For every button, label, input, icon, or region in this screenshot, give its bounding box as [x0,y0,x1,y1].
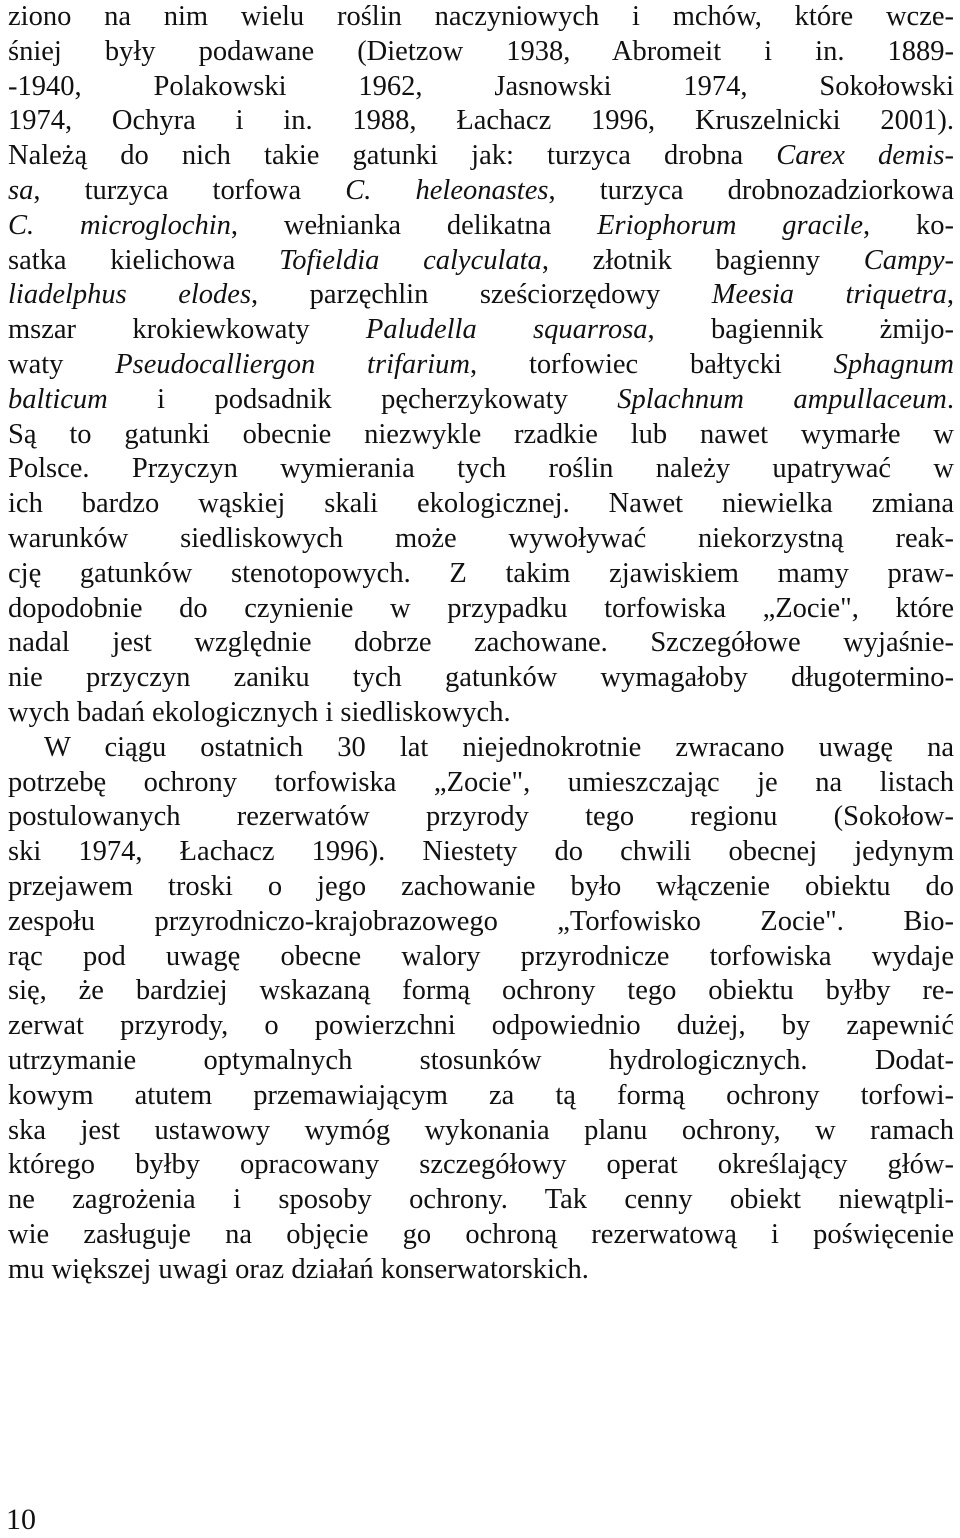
text-run: , turzyca drobnozadziorkowa [548,174,954,206]
text-run: wych badań ekologicznych i siedliskowych. [8,696,511,728]
text-run: śniej były podawane (Dietzow 1938, Abromeit i in. 1889- [8,35,954,67]
text-line [8,766,954,801]
text-run: zerwat przyrody, o powierzchni odpowiednio dużej, by zapewnić [8,1010,954,1042]
text-line [8,1183,954,1218]
text-run: nie przyczyn zaniku tych gatunków wymagałoby długotermino- [8,662,954,694]
text-run: zespołu przyrodniczo-krajobrazowego „Torfowisko Zocie". Bio- [8,905,954,937]
text-run: , torfowiec bałtycki [470,348,834,380]
text-line [8,1009,954,1044]
italic-run: Splachnum ampullaceum [617,383,947,415]
text-line [8,174,954,209]
italic-run: balticum [8,383,108,415]
text-run: , parzęchlin sześciorzędowy [251,279,712,311]
text-line [8,244,954,279]
text-line [8,418,954,453]
text-run: , złotnik bagienny [541,244,864,276]
text-line [8,1114,954,1149]
text-line [8,0,954,35]
text-line [8,452,954,487]
text-run: -1940, Polakowski 1962, Jasnowski 1974, Sokołowski [8,70,954,102]
text-run: . [946,383,954,415]
text-run: ska jest ustawowy wymóg wykonania planu ochrony, w ramach [8,1114,954,1146]
text-run: wie zasługuje na objęcie go ochroną rezerwatową i poświęcenie [8,1218,954,1250]
text-line [8,139,954,174]
italic-run: Meesia triquetra [711,279,947,311]
text-run: ne zagrożenia i sposoby ochrony. Tak cenny obiekt niewątpli- [8,1184,954,1216]
text-line [8,800,954,835]
italic-run: C. microglochin [8,209,231,241]
italic-run: Pseudocalliergon trifarium [115,348,470,380]
paragraph [8,0,954,731]
text-line [8,487,954,522]
text-line [8,974,954,1009]
italic-run: Tofieldia calyculata [279,244,542,276]
text-line [8,1218,954,1253]
italic-run: Carex demis- [776,140,954,172]
text-run: utrzymanie optymalnych stosunków hydrologicznych. Dodat- [8,1044,954,1076]
text-line [8,835,954,870]
text-run: rąc pod uwagę obecne walory przyrodnicze torfowiska wydaje [8,940,954,972]
text-line [8,522,954,557]
text-run: mu większej uwagi oraz działań konserwatorskich. [8,1253,589,1285]
text-run: ich bardzo wąskiej skali ekologicznej. Nawet niewielka zmiana [8,488,954,520]
page-number: 10 [6,1503,36,1536]
text-run: Polsce. Przyczyn wymierania tych roślin należy upatrywać w [8,453,954,485]
text-line [8,905,954,940]
text-line [8,731,954,766]
text-run: Są to gatunki obecnie niezwykle rzadkie lub nawet wymarłe w [8,418,954,450]
text-run: się, że bardziej wskazaną formą ochrony tego obiektu byłby re- [8,975,954,1007]
text-line [8,1253,954,1288]
text-run: dopodobnie do czynienie w przypadku torfowiska „Zocie", które [8,592,954,624]
text-line [8,209,954,244]
text-run: którego byłby opracowany szczegółowy operat określający głów- [8,1149,954,1181]
text-run: satka kielichowa [8,244,280,276]
text-line [8,383,954,418]
text-run: warunków siedliskowych może wywoływać niekorzystną reak- [8,522,954,554]
paragraph [8,731,954,1288]
text-line [8,313,954,348]
page-body [8,0,954,1287]
text-run: , bagiennik żmijo- [647,314,955,346]
text-run: , [946,279,954,311]
text-line [8,278,954,313]
text-line [8,348,954,383]
text-line [8,1148,954,1183]
italic-run: Eriophorum gracile [597,209,864,241]
text-run: 1974, Ochyra i in. 1988, Łachacz 1996, Kruszelnicki 2001). [8,105,954,137]
italic-run: Sphagnum [833,348,954,380]
text-run: waty [8,348,116,380]
text-line [8,1079,954,1114]
text-line [8,35,954,70]
italic-run: Campy- [863,244,954,276]
text-line [8,592,954,627]
italic-run: C. heleonastes [345,174,549,206]
text-run: W ciągu ostatnich 30 lat niejednokrotnie zwracano uwagę na [44,731,954,763]
text-line [8,626,954,661]
text-run: potrzebę ochrony torfowiska „Zocie", umieszczając je na listach [8,766,954,798]
italic-run: Paludella squarrosa [365,314,648,346]
text-run: Należą do nich takie gatunki jak: turzyca drobna [8,140,777,172]
italic-run: sa [8,174,34,206]
text-line [8,1044,954,1079]
italic-run: liadelphus elodes [8,279,252,311]
text-run: postulowanych rezerwatów przyrody tego regionu (Sokołow- [8,801,954,833]
text-line [8,557,954,592]
text-run: , ko- [863,209,955,241]
text-line [8,870,954,905]
text-run: mszar krokiewkowaty [8,314,366,346]
text-line [8,661,954,696]
text-run: ski 1974, Łachacz 1996). Niestety do chwili obecnej jedynym [8,836,954,868]
text-line [8,70,954,105]
text-run: przejawem troski o jego zachowanie było włączenie obiektu do [8,870,954,902]
text-run: , turzyca torfowa [33,174,346,206]
text-line [8,104,954,139]
text-line [8,940,954,975]
text-run: ziono na nim wielu roślin naczyniowych i mchów, które wcze- [8,1,954,32]
text-run: , wełnianka delikatna [230,209,598,241]
text-run: nadal jest względnie dobrze zachowane. Szczegółowe wyjaśnie- [8,627,954,659]
text-run: cję gatunków stenotopowych. Z takim zjawiskiem mamy praw- [8,557,954,589]
text-line [8,696,954,731]
text-run: i podsadnik pęcherzykowaty [107,383,618,415]
text-run: kowym atutem przemawiającym za tą formą ochrony torfowi- [8,1079,954,1111]
